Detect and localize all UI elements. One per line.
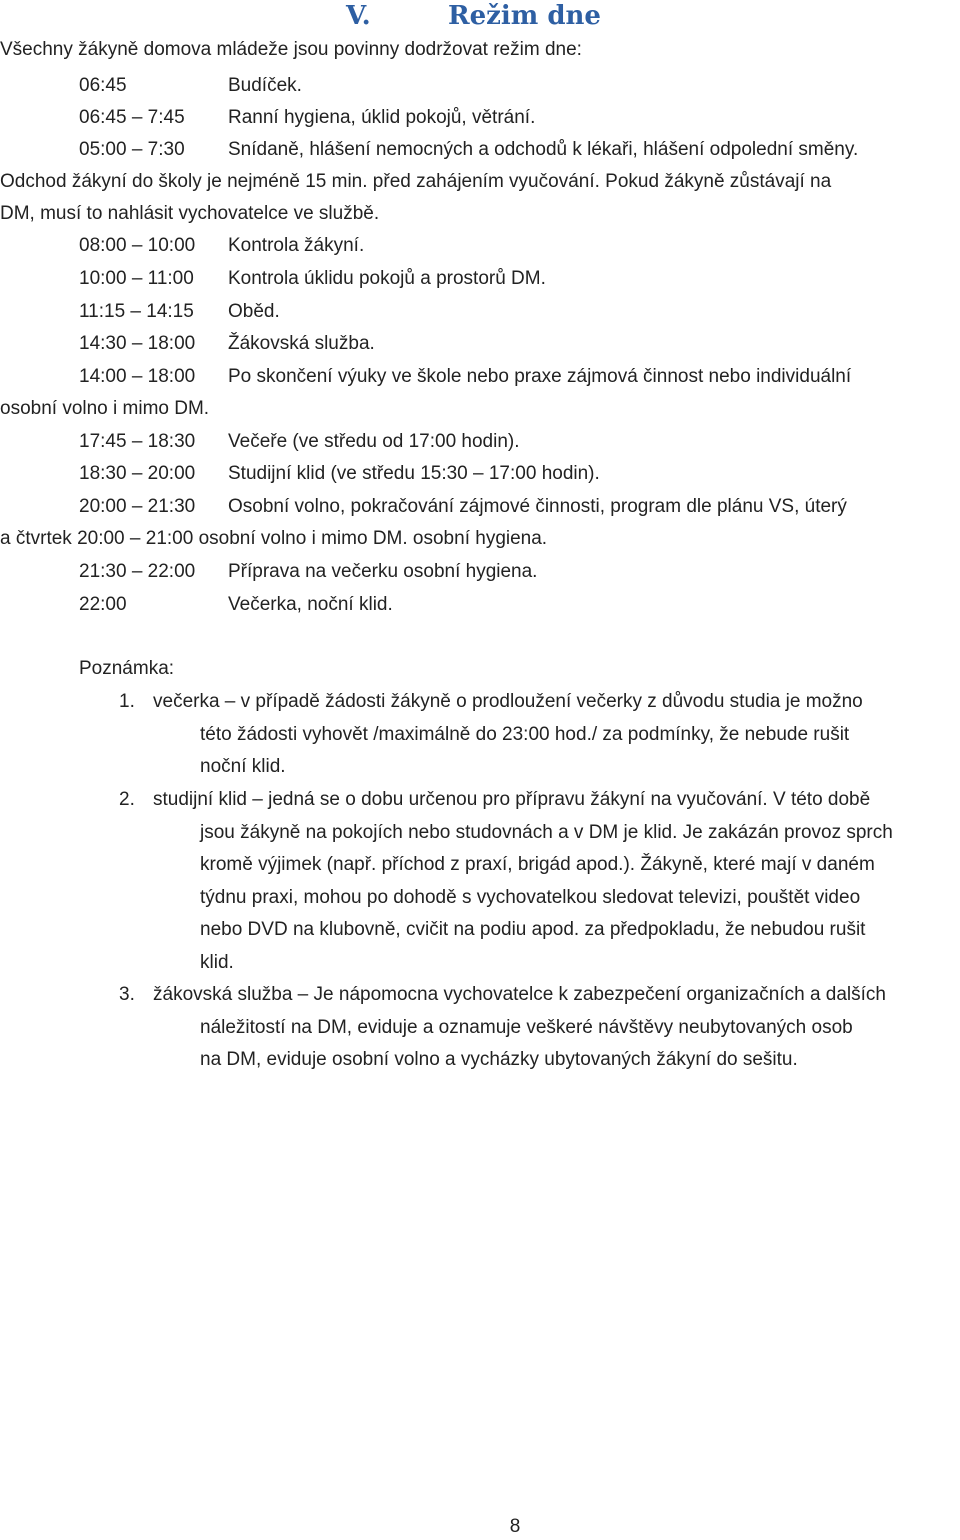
schedule-time: 06:45 (79, 75, 127, 96)
schedule-row (79, 296, 280, 328)
schedule-time: 14:30 – 18:00 (79, 333, 196, 354)
schedule-row (79, 70, 302, 102)
schedule-text: Ranní hygiena, úklid pokojů, větrání. (228, 107, 536, 128)
schedule-text: Kontrola žákyní. (228, 235, 365, 256)
section-number: V. (346, 1, 371, 31)
note-body (153, 784, 949, 979)
schedule-time: 18:30 – 20:00 (79, 463, 196, 484)
note-line: nebo DVD na klubovně, cvičit na podiu apod. za předpokladu, že nebudou rušit (200, 919, 866, 940)
note-body (153, 979, 949, 1077)
schedule-time: 11:15 – 14:15 (79, 301, 194, 322)
schedule-row (79, 134, 858, 166)
schedule-time: 06:45 – 7:45 (79, 107, 185, 128)
schedule-text: Snídaně, hlášení nemocných a odchodů k lékaři, hlášení odpolední směny. (228, 139, 859, 160)
schedule-text: Budíček. (228, 75, 302, 96)
schedule-text: Studijní klid (ve středu 15:30 – 17:00 hodin). (228, 463, 600, 484)
schedule-time: 20:00 – 21:30 (79, 496, 196, 517)
note-item (119, 784, 949, 979)
schedule-row (79, 589, 393, 621)
schedule-row (79, 328, 375, 360)
note-line: noční klid. (200, 756, 286, 777)
schedule-row (79, 230, 364, 262)
note-number: 1. (119, 691, 135, 712)
schedule-time: 10:00 – 11:00 (79, 268, 194, 289)
note-number: 2. (119, 789, 135, 810)
schedule-row (79, 102, 535, 134)
intro-text: Všechny žákyně domova mládeže jsou povinny dodržovat režim dne: (0, 39, 582, 60)
schedule-row (79, 458, 600, 490)
section-title: Režim dne (448, 1, 601, 31)
note-line: žákovská služba – Je nápomocna vychovatelce k zabezpečení organizačních a dalších (153, 984, 886, 1005)
schedule-text: Žákovská služba. (228, 333, 375, 354)
schedule-time: 22:00 (79, 594, 127, 615)
note-line: kromě výjimek (např. příchod z praxí, brigád apod.). Žákyně, které mají v daném (200, 854, 875, 875)
schedule-time: 05:00 – 7:30 (79, 139, 185, 160)
note-line: této žádosti vyhovět /maximálně do 23:00 hod./ za podmínky, že nebude rušit (200, 723, 850, 745)
schedule-text: Po skončení výuky ve škole nebo praxe zájmová činnost nebo individuální (228, 366, 852, 387)
schedule-text: Oběd. (228, 301, 280, 322)
note-heading: Poznámka: (79, 658, 175, 679)
section-heading (0, 0, 960, 32)
schedule-time: 17:45 – 18:30 (79, 431, 196, 452)
schedule-text-continuation: a čtvrtek 20:00 – 21:00 osobní volno i mimo DM. osobní hygiena. (0, 528, 548, 549)
schedule-row (79, 361, 851, 393)
departure-text-line1: Odchod žákyní do školy je nejméně 15 min. před zahájením vyučování. Pokud žákyně zůstávají na (0, 171, 832, 192)
note-line: na DM, eviduje osobní volno a vycházky ubytovaných žákyní do sešitu. (200, 1049, 798, 1070)
schedule-time: 14:00 – 18:00 (79, 366, 196, 387)
note-line: studijní klid – jedná se o dobu určenou pro přípravu žákyní na vyučování. V této době (153, 789, 871, 810)
schedule-text: Večerka, noční klid. (228, 594, 393, 615)
note-item (119, 979, 949, 1077)
note-line: náležitostí na DM, eviduje a oznamuje veškeré návštěvy neubytovaných osob (200, 1016, 853, 1038)
note-line: klid. (200, 951, 234, 973)
schedule-text-continuation: osobní volno i mimo DM. (0, 398, 210, 419)
schedule-text: Večeře (ve středu od 17:00 hodin). (228, 431, 520, 452)
note-line: jsou žákyně na pokojích nebo studovnách a v DM je klid. Je zakázán provoz sprch (200, 821, 893, 843)
schedule-row (79, 426, 520, 458)
note-line: večerka – v případě žádosti žákyně o prodloužení večerky z důvodu studia je možno (153, 691, 863, 712)
note-number: 3. (119, 984, 135, 1005)
note-body (153, 686, 949, 784)
schedule-text: Osobní volno, pokračování zájmové činnosti, program dle plánu VS, úterý (228, 496, 847, 517)
page-number: 8 (509, 1516, 521, 1537)
schedule-text: Příprava na večerku osobní hygiena. (228, 561, 538, 582)
schedule-time: 08:00 – 10:00 (79, 235, 196, 256)
departure-text-line2: DM, musí to nahlásit vychovatelce ve službě. (0, 203, 380, 224)
schedule-row (79, 491, 847, 523)
schedule-time: 21:30 – 22:00 (79, 561, 196, 582)
schedule-row (79, 556, 537, 588)
note-item (119, 686, 949, 784)
schedule-row (79, 263, 546, 295)
note-line: týdnu praxi, mohou po dohodě s vychovatelkou sledovat televizi, pouštět video (200, 886, 861, 908)
schedule-text: Kontrola úklidu pokojů a prostorů DM. (228, 268, 546, 289)
